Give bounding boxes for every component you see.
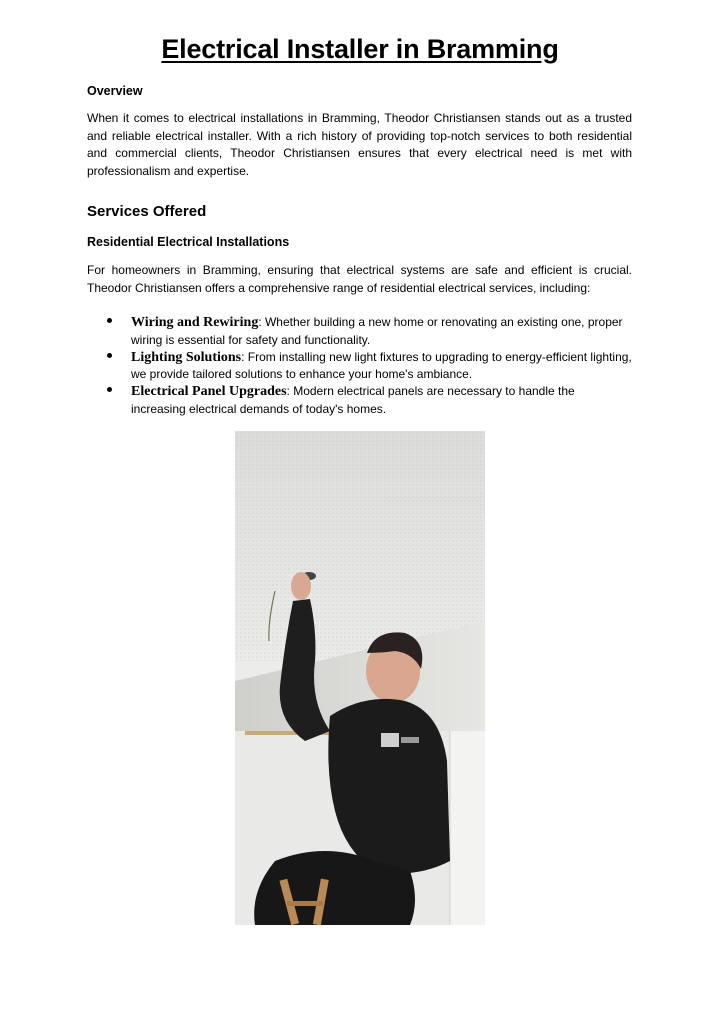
list-item [87,349,632,384]
residential-paragraph: For homeowners in Bramming, ensuring that electrical systems are safe and efficient is crucial. Theodor Christiansen offers a comprehensive range of residential electrical services, including: [87,263,632,295]
electrician-photo [235,431,485,925]
bullet-icon [107,387,112,392]
list-item-term: Electrical Panel Upgrades [131,384,287,400]
list-item-desc: : Modern electrical panels are necessary to handle the increasing electrical demands of today's homes. [131,384,575,416]
residential-heading: Residential Electrical Installations [87,235,290,249]
overview-paragraph: When it comes to electrical installations in Bramming, Theodor Christiansen stands out as a trusted and reliable electrical installer. With a rich history of providing top-notch services to both residential and commercial clients, Theodor Christiansen ensures that every electrical need is met with professionalism and expertise. [87,111,632,178]
page-title: Electrical Installer in Bramming [161,34,559,64]
list-item-term: Wiring and Rewiring [131,315,259,330]
list-item-term: Lighting Solutions [131,349,242,365]
bullet-icon [107,353,112,358]
services-list [87,314,632,418]
services-heading: Services Offered [87,203,207,220]
overview-heading: Overview [87,84,143,98]
list-item [87,383,632,418]
list-item [87,314,632,349]
list-item-desc: : From installing new light fixtures to upgrading to energy-efficient lighting, we provide tailored solutions to enhance your home's ambiance. [131,349,632,382]
bullet-icon [107,318,112,323]
list-item-desc: : Whether building a new home or renovating an existing one, proper wiring is essential for safety and functionality. [131,315,623,347]
